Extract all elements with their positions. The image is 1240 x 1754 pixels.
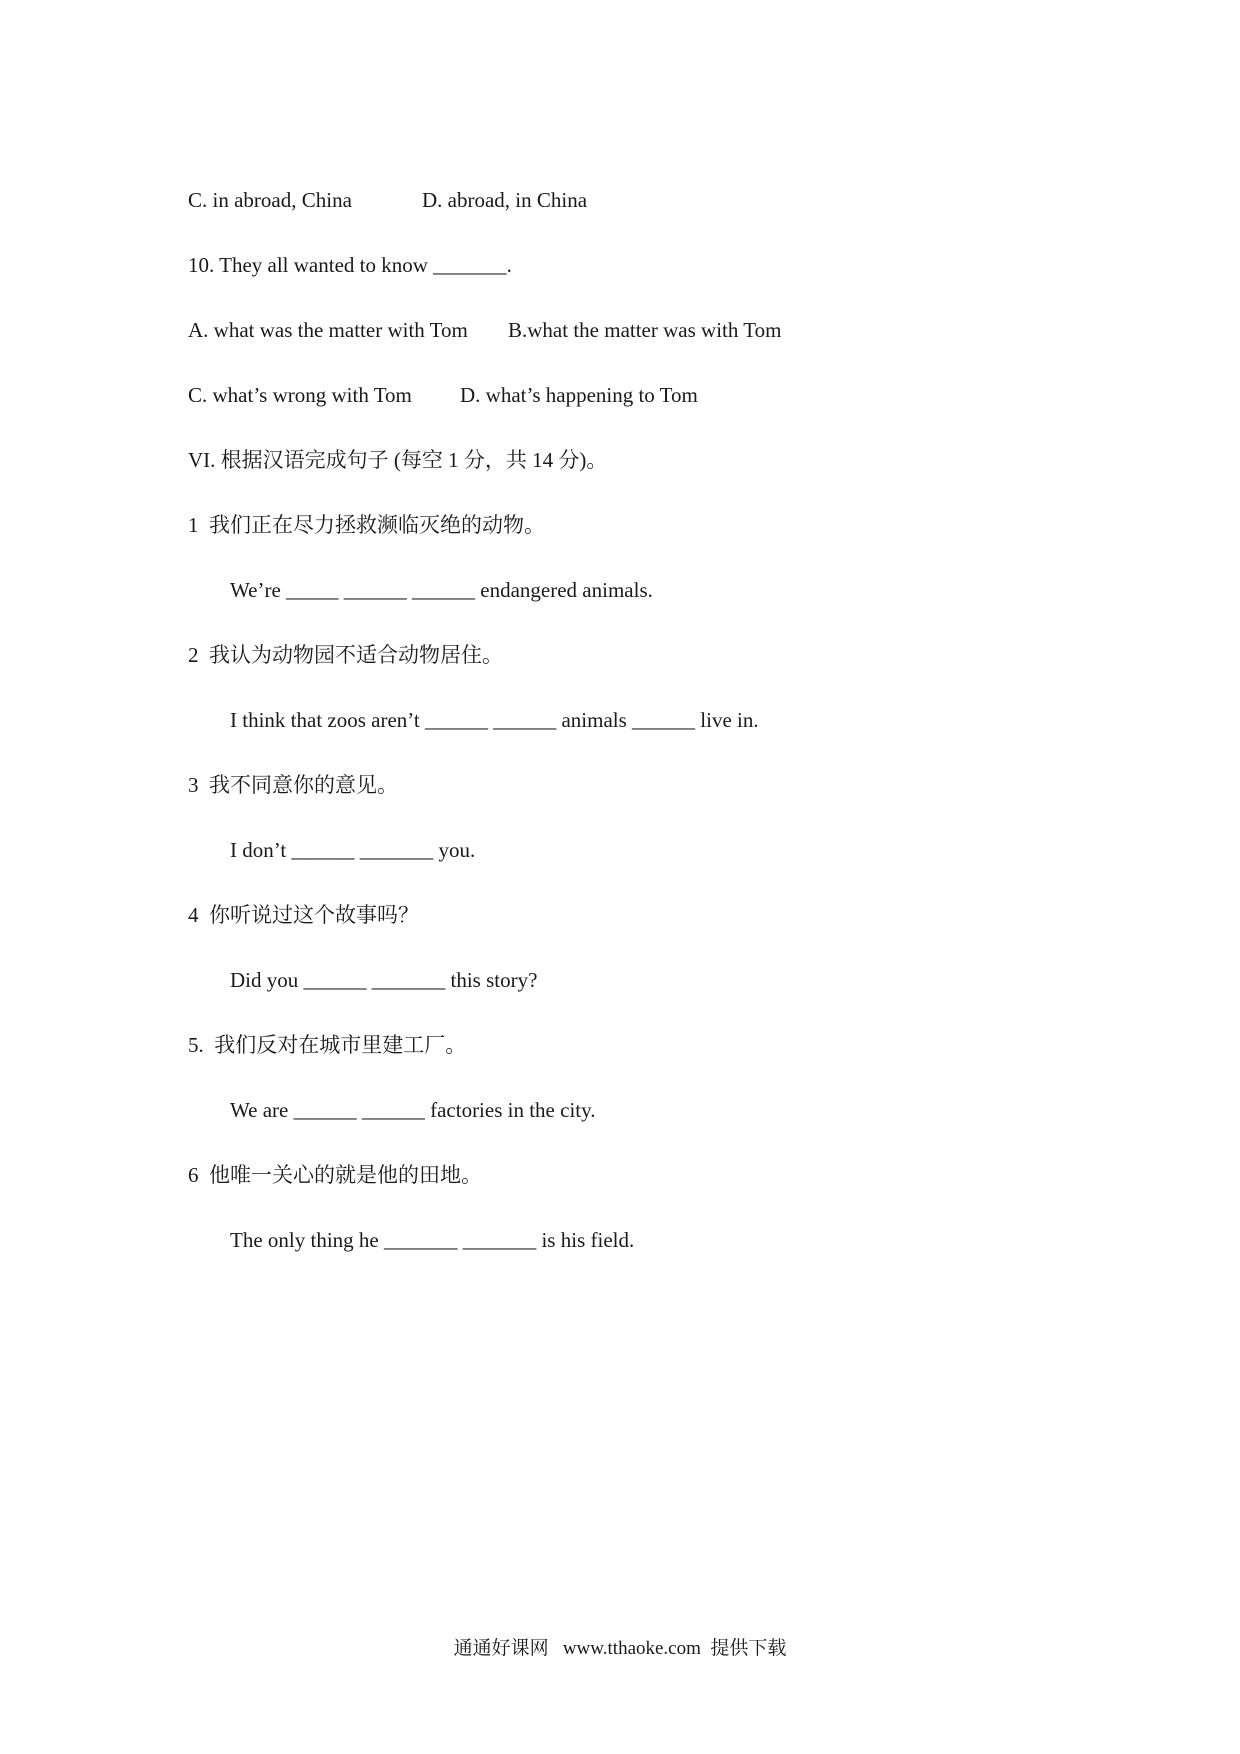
q10-stem: 10. They all wanted to know _______. <box>188 253 512 277</box>
item-2-chinese: 2 我认为动物园不适合动物居住。 <box>188 643 503 667</box>
q9-option-c: C. in abroad, China <box>188 188 352 212</box>
item-6-english: The only thing he _______ _______ is his field. <box>230 1228 635 1252</box>
q10-option-c: C. what’s wrong with Tom <box>188 383 412 407</box>
item-6-chinese: 6 他唯一关心的就是他的田地。 <box>188 1163 482 1187</box>
section-heading: VI. 根据汉语完成句子 (每空 1 分，共 14 分)。 <box>188 448 608 472</box>
item-1-chinese: 1 我们正在尽力拯救濒临灭绝的动物。 <box>188 513 545 537</box>
item-5-english: We are ______ ______ factories in the city. <box>230 1098 596 1122</box>
q10-option-a: A. what was the matter with Tom <box>188 318 468 342</box>
q9-option-d: D. abroad, in China <box>422 188 588 212</box>
item-4-english: Did you ______ _______ this story? <box>230 968 538 992</box>
page-footer: 通通好课网 www.tthaoke.com 提供下载 <box>453 1638 787 1659</box>
item-4-chinese: 4 你听说过这个故事吗？ <box>188 903 419 927</box>
q10-option-b: B.what the matter was with Tom <box>508 318 782 342</box>
q10-option-d: D. what’s happening to Tom <box>460 383 698 407</box>
item-3-english: I don’t ______ _______ you. <box>230 838 476 862</box>
item-3-chinese: 3 我不同意你的意见。 <box>188 773 398 797</box>
item-2-english: I think that zoos aren’t ______ ______ animals ______ live in. <box>230 708 759 732</box>
item-5-chinese: 5. 我们反对在城市里建工厂。 <box>188 1033 467 1057</box>
item-1-english: We’re _____ ______ ______ endangered animals. <box>230 578 653 602</box>
